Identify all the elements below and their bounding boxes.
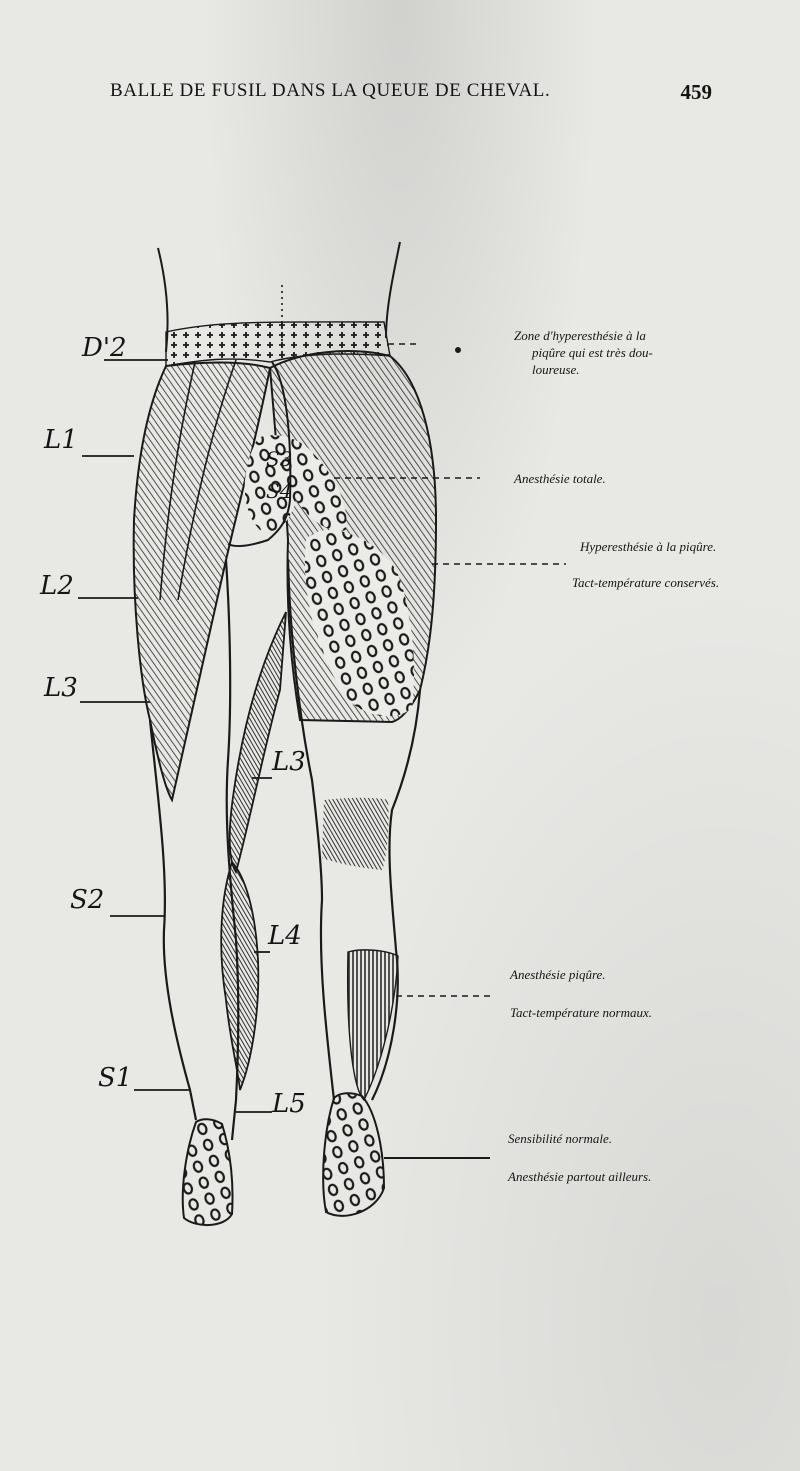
right-calf-patch [348,950,398,1100]
legend-tact-conserves: Tact-température conservés. [572,575,720,590]
label-s2: S2 [70,885,105,915]
legend-tact-normaux: Tact-température normaux. [510,1005,653,1020]
legend-zone-line3: loureuse. [532,362,580,377]
legend-hyper-piqure: Hyperesthésie à la piqûre. [580,539,717,554]
right-foot [323,1093,384,1216]
label-l4: L4 [268,921,302,951]
trunk-right-outline [386,242,400,338]
legend-anesthesie-totale: Anesthésie totale. [514,471,606,486]
label-l3-left: L3 [44,673,78,703]
legend-zone [514,327,653,378]
label-l2: L2 [40,571,74,601]
legend-sensibilite-normale: Sensibilité normale. [508,1131,612,1146]
label-d12: D'2 [82,333,127,363]
running-title: BALLE DE FUSIL DANS LA QUEUE DE CHEVAL. [110,80,551,101]
legend-anesthesie-ailleurs: Anesthésie partout ailleurs. [508,1169,652,1184]
legend-zone-line1: Zone d'hyperesthésie à la [514,328,646,343]
l3-strip [230,612,286,872]
l4-strip [221,862,258,1090]
page-number: 459 [680,80,712,104]
legend-zone-line2: piqûre qui est très dou- [532,345,653,360]
label-l3: L3 [272,747,306,777]
left-foot [183,1119,233,1225]
label-l5: L5 [272,1089,306,1119]
label-s4: S4 [266,479,293,503]
label-l1: L1 [44,425,78,455]
label-s3: S3 [266,447,293,471]
right-knee-patch [322,798,389,870]
label-s1: S1 [98,1063,133,1093]
leader-dot [455,347,461,353]
legend-anesthesie-piqure: Anesthésie piqûre. [510,967,606,982]
